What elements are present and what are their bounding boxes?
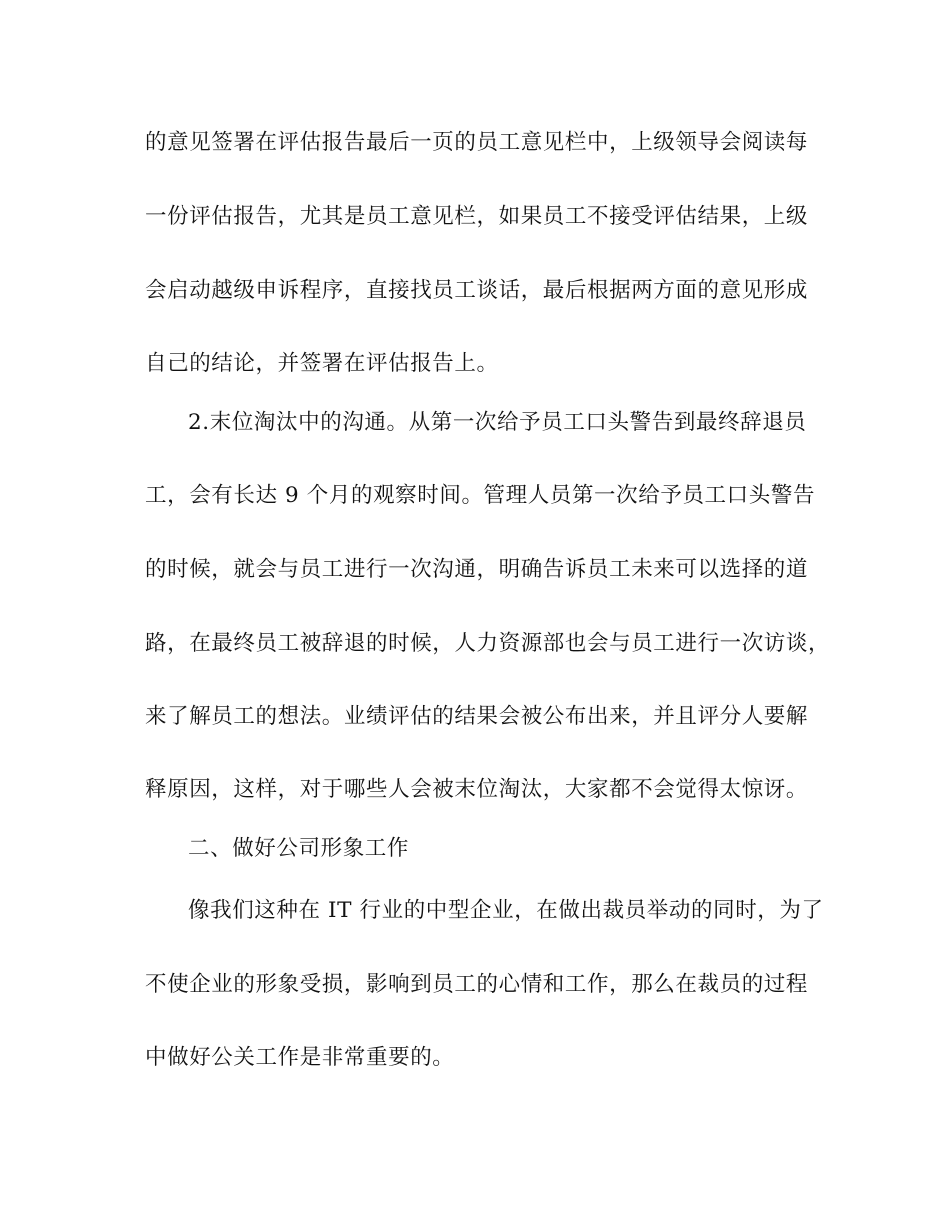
- paragraph-line: 中做好公关工作是非常重要的。: [145, 1045, 455, 1070]
- paragraph-line: 释原因，这样，对于哪些人会被末位淘汰，大家都不会觉得太惊讶。: [145, 777, 809, 802]
- paragraph-line: 像我们这种在 IT 行业的中型企业，在做出裁员举动的同时，为了: [188, 898, 824, 923]
- paragraph-line: 工，会有长达 9 个月的观察时间。管理人员第一次给予员工口头警告: [145, 483, 816, 508]
- paragraph-line: 不使企业的形象受损，影响到员工的心情和工作，那么在裁员的过程: [145, 972, 809, 997]
- paragraph-line: 会启动越级申诉程序，直接找员工谈话，最后根据两方面的意见形成: [145, 278, 809, 303]
- paragraph-line: 的意见签署在评估报告最后一页的员工意见栏中，上级领导会阅读每: [145, 130, 809, 155]
- section-heading: 二、做好公司形象工作: [188, 836, 410, 861]
- paragraph-line: 来了解员工的想法。业绩评估的结果会被公布出来，并且评分人要解: [145, 704, 809, 729]
- paragraph-line: 一份评估报告，尤其是员工意见栏，如果员工不接受评估结果，上级: [145, 204, 809, 229]
- paragraph-line: 2.末位淘汰中的沟通。从第一次给予员工口头警告到最终辞退员: [188, 410, 807, 435]
- paragraph-line: 的时候，就会与员工进行一次沟通，明确告诉员工未来可以选择的道: [145, 557, 809, 582]
- paragraph-line: 自己的结论，并签署在评估报告上。: [145, 351, 499, 376]
- paragraph-line: 路，在最终员工被辞退的时候，人力资源部也会与员工进行一次访谈，: [145, 631, 831, 656]
